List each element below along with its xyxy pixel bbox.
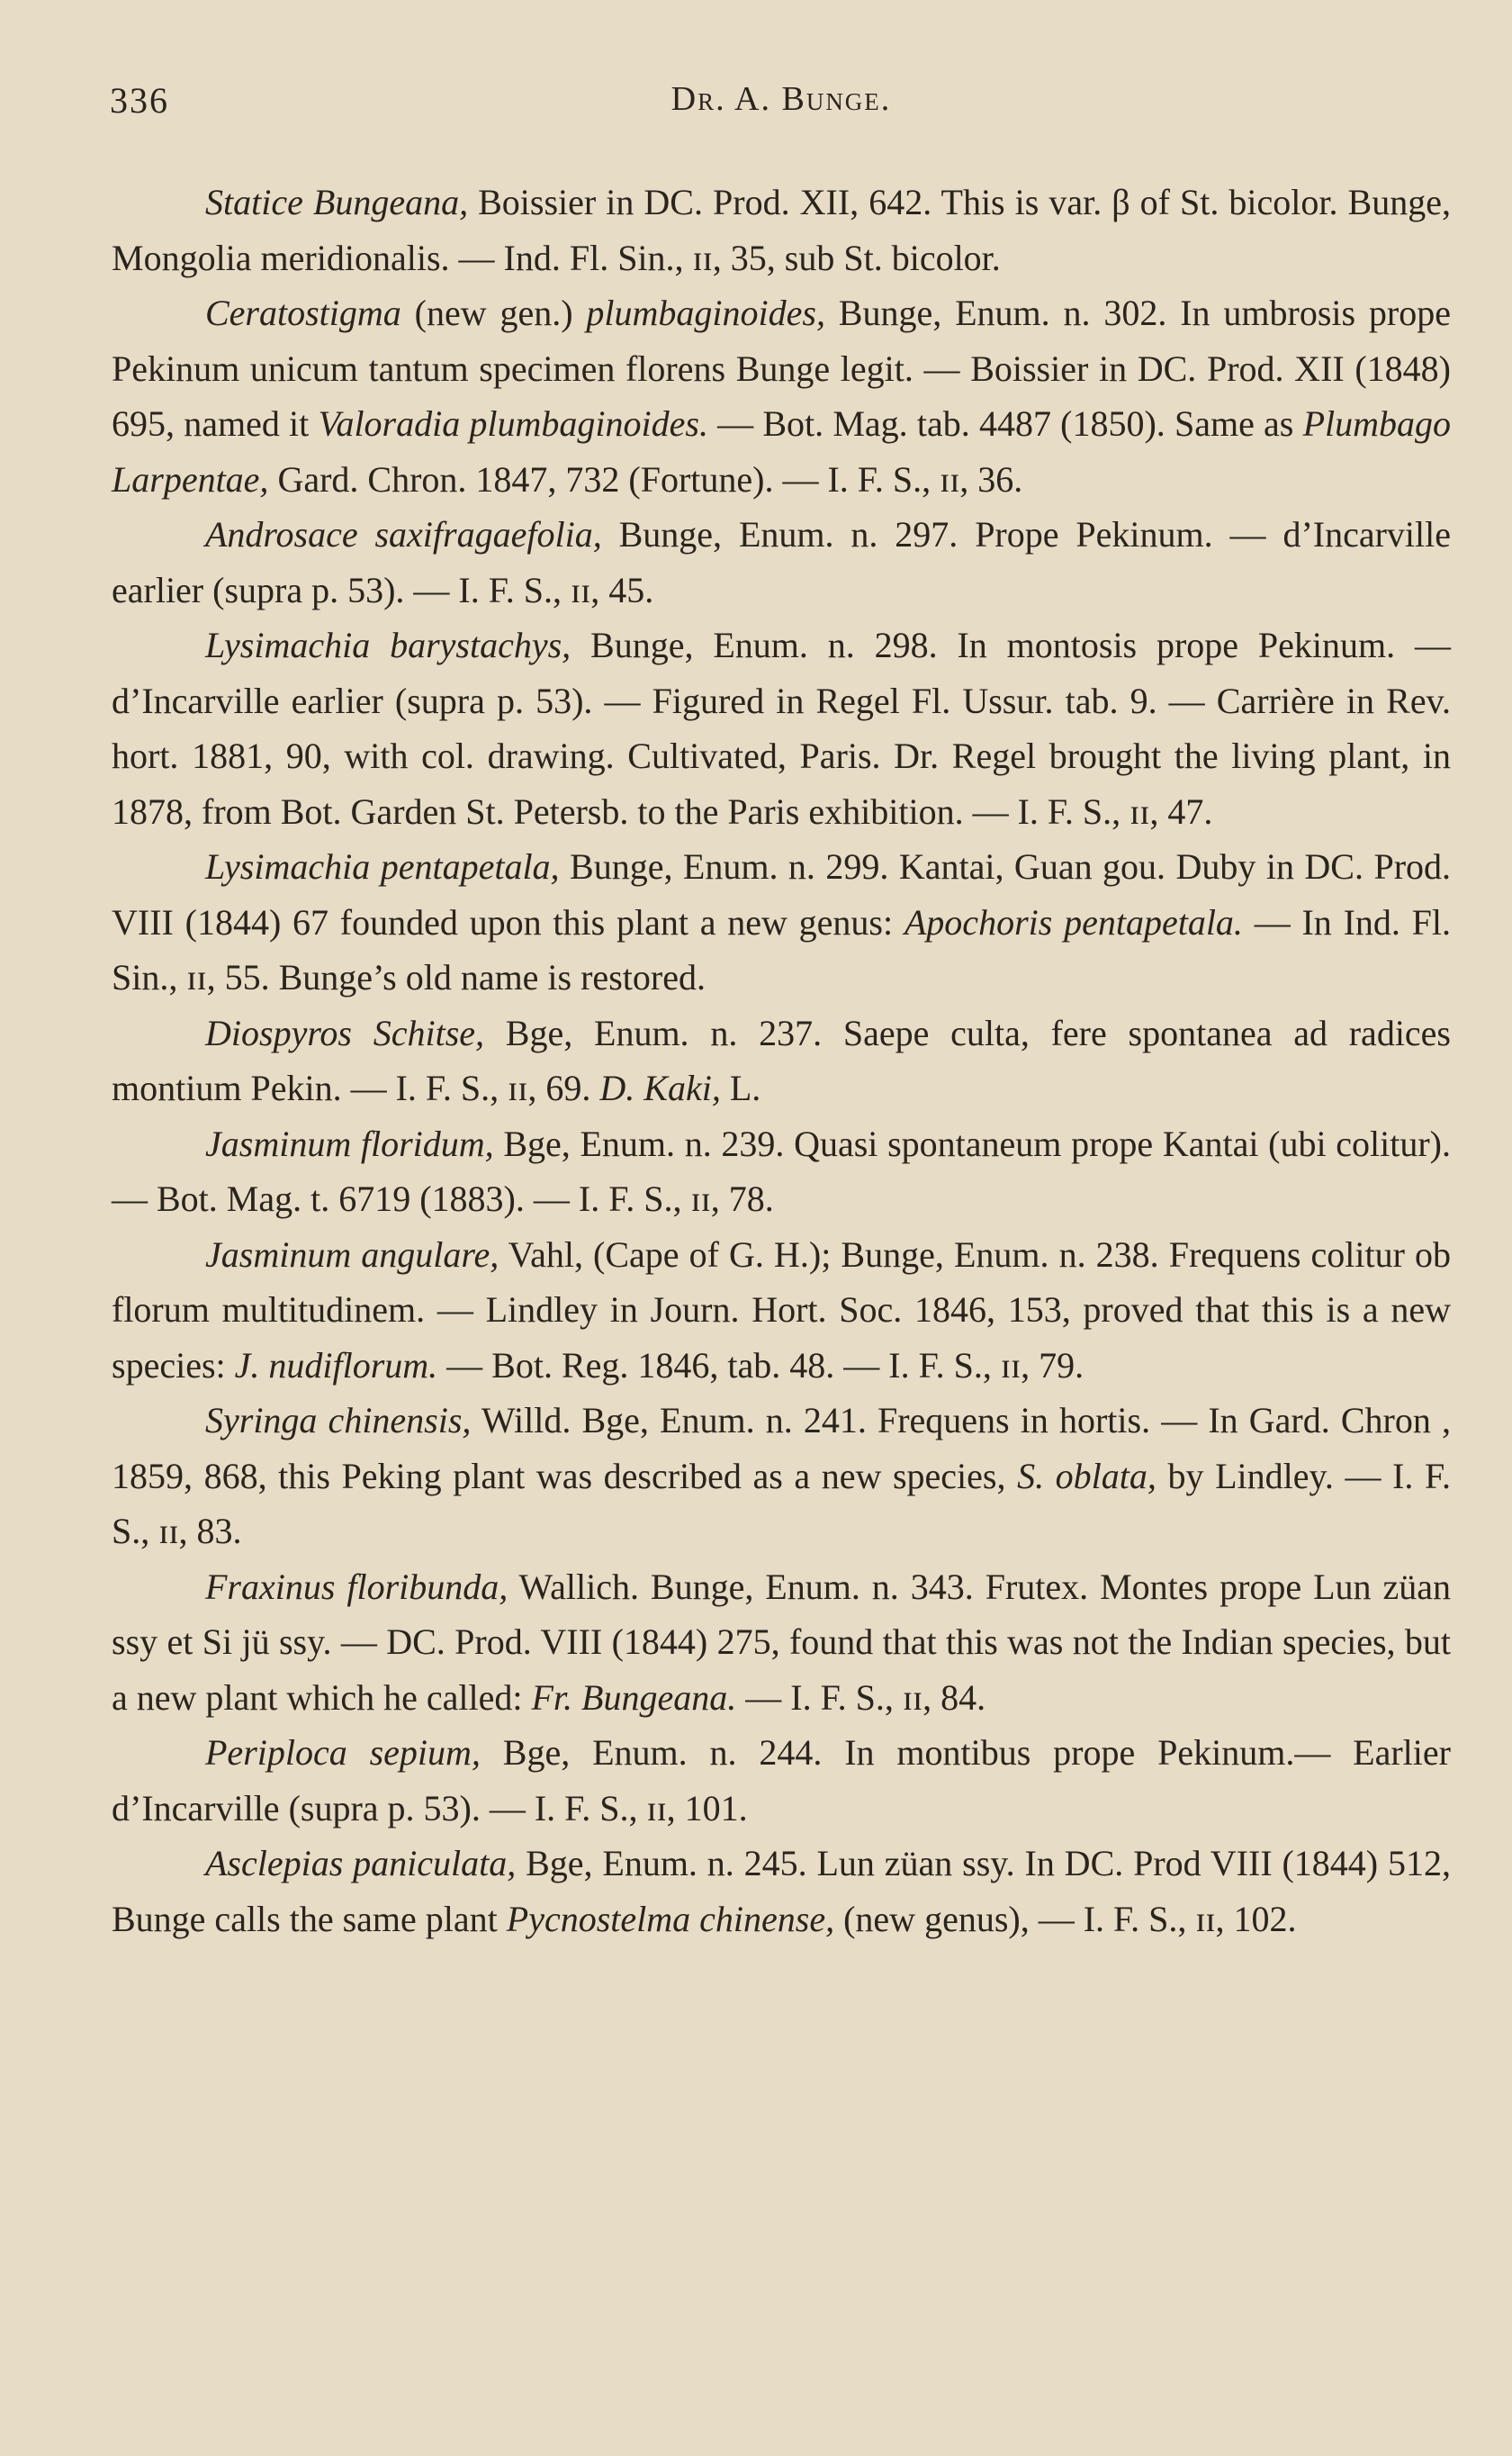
entry-ceratostigma	[112, 285, 1451, 507]
page-header	[110, 79, 1453, 133]
entry-text: — Bot. Mag. tab. 4487 (1850). Same as	[707, 403, 1303, 444]
species-name: Periploca sepium,	[205, 1732, 481, 1773]
entry-androsace	[112, 507, 1451, 618]
species-name: Diospyros Schitse,	[205, 1012, 485, 1053]
entry-text: Bunge, Enum. n. 299. Kantai, Guan gou. Duby in DC. Prod. VIII (1844) 67 founded upon this plant a new genus:	[112, 846, 1452, 943]
species-name: Lysimachia barystachys,	[205, 625, 572, 665]
species-name: Fraxinus floribunda,	[205, 1566, 508, 1607]
entry-text: Bge, Enum. n. 244. In montibus prope Pekinum.— Earlier d’Incarville (supra p. 53). — I. F. S., ɪɪ, 101.	[112, 1732, 1451, 1828]
entry-text: — Bot. Reg. 1846, tab. 48. — I. F. S., ɪɪ, 79.	[437, 1344, 1084, 1386]
entry-fraxinus	[112, 1559, 1451, 1726]
entry-syringa	[112, 1393, 1451, 1559]
synonym-name: Fr. Bungeana.	[531, 1676, 737, 1718]
species-name: Androsace saxifragaefolia,	[205, 514, 602, 555]
entry-periploca	[112, 1725, 1451, 1836]
species-name: Statice Bungeana,	[205, 182, 469, 222]
species-name: Syringa chinensis,	[205, 1400, 472, 1440]
synonym-name: Apochoris pentapetala.	[904, 901, 1243, 943]
entry-text: Bge, Enum. n. 245. Lun züan ssy. In DC. Prod VIII (1844) 512, Bunge calls the same plant	[112, 1843, 1451, 1939]
synonym-name: D. Kaki,	[599, 1068, 721, 1108]
entry-text: by Lindley. — I. F. S., ɪɪ, 83.	[112, 1455, 1452, 1551]
running-head: Dr. A. Bunge.	[670, 80, 892, 118]
entry-text: L.	[720, 1068, 761, 1108]
entry-text: Bunge, Enum. n. 298. In montosis prope Pekinum. — d’Incarville earlier (supra p. 53). — Figured in Regel Fl. Ussur. tab. 9. — Carrière in Rev. hort. 1881, 90, with col. drawing. Cultivated, Paris. Dr. Regel brought the living plant, in 1878, from Bot. Garden St. Petersb. to the Paris exhibition. — I. F. S., ɪɪ, 47.	[112, 625, 1451, 832]
species-name: Ceratostigma	[205, 293, 401, 333]
species-name: Jasminum angulare,	[205, 1233, 500, 1275]
page-number: 336	[110, 80, 169, 121]
entry-jasminum-floridum	[112, 1116, 1451, 1227]
entry-text: Bge, Enum. n. 237. Saepe culta, fere spontanea ad radices montium Pekin. — I. F. S., ɪɪ, 69.	[112, 1012, 1452, 1108]
entry-text: Gard. Chron. 1847, 732 (Fortune). — I. F. S., ɪɪ, 36.	[268, 458, 1023, 500]
synonym-name: Plumbago Larpentae,	[112, 403, 1451, 500]
species-name: Asclepias paniculata,	[205, 1843, 517, 1883]
entry-text: (new genus), — I. F. S., ɪɪ, 102.	[834, 1898, 1297, 1939]
synonym-name: Valoradia plumbaginoides.	[318, 403, 708, 444]
entry-text: Bunge, Enum. n. 297. Prope Pekinum. — d’Incarville earlier (supra p. 53). — I. F. S., ɪɪ, 45.	[112, 514, 1452, 610]
entry-lysimachia-pentapetala	[112, 839, 1451, 1006]
entry-jasminum-angulare	[112, 1227, 1451, 1394]
entry-text: Wallich. Bunge, Enum. n. 343. Frutex. Montes prope Lun züan ssy et Si jü ssy. — DC. Prod. VIII (1844) 275, found that this was not the Indian species, but a new plant which he called:	[112, 1566, 1452, 1718]
species-epithet: plumbaginoides,	[586, 293, 825, 333]
synonym-name: S. oblata,	[1017, 1455, 1156, 1496]
entry-text: Willd. Bge, Enum. n. 241. Frequens in hortis. — In Gard. Chron , 1859, 868, this Peking plant was described as a new species,	[112, 1400, 1451, 1496]
entry-text: (new gen.)	[400, 293, 587, 333]
entry-text: Bunge, Enum. n. 302. In umbrosis prope Pekinum unicum tantum specimen florens Bunge legit. — Boissier in DC. Prod. XII (1848) 695, named it	[112, 293, 1451, 444]
synonym-name: J. nudiflorum.	[234, 1344, 438, 1386]
entry-diospyros	[112, 1006, 1451, 1116]
entry-text: Vahl, (Cape of G. H.); Bunge, Enum. n. 238. Frequens colitur ob florum multitudinem. — Lindley in Journ. Hort. Soc. 1846, 153, proved that this is a new species:	[112, 1233, 1451, 1386]
entry-text: — I. F. S., ɪɪ, 84.	[736, 1676, 986, 1718]
entry-text: Boissier in DC. Prod. XII, 642. This is var. β of St. bicolor. Bunge, Mongolia meridionalis. — Ind. Fl. Sin., ɪɪ, 35, sub St. bicolor.	[112, 182, 1451, 278]
body-text	[112, 175, 1451, 1946]
entry-asclepias	[112, 1836, 1451, 1946]
entry-statice-bungeana	[112, 175, 1451, 285]
entry-text: Bge, Enum. n. 239. Quasi spontaneum prope Kantai (ubi colitur). — Bot. Mag. t. 6719 (1883). — I. F. S., ɪɪ, 78.	[112, 1123, 1451, 1219]
synonym-name: Pycnostelma chinense,	[506, 1898, 835, 1939]
entry-text: — In Ind. Fl. Sin., ɪɪ, 55. Bunge’s old name is restored.	[112, 901, 1452, 998]
entry-lysimachia-barystachys	[112, 618, 1451, 839]
species-name: Jasminum floridum,	[205, 1123, 494, 1164]
species-name: Lysimachia pentapetala,	[205, 846, 560, 887]
